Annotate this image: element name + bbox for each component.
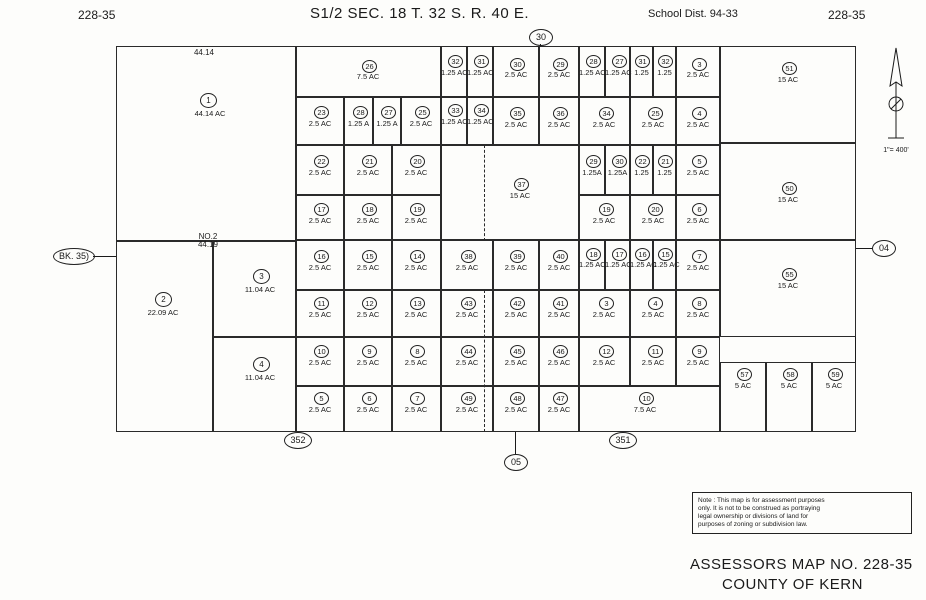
note-line-3: legal ownership or divisions of land for	[698, 513, 809, 520]
parcel-number: 45	[510, 345, 525, 358]
parcel-acreage: 5 AC	[734, 381, 752, 390]
parcel-number: 3	[253, 269, 270, 284]
mid-dimension-label: 44.19	[197, 240, 219, 249]
parcel-acreage: 2.5 AC	[592, 358, 616, 367]
parcel-acreage: 2.5 AC	[455, 358, 479, 367]
section-circle-east[interactable]: 04	[872, 240, 896, 257]
parcel-acreage: 22.09 AC	[147, 308, 179, 317]
parcel-acreage: 2.5 AC	[504, 405, 528, 414]
parcel-number: 18	[586, 248, 601, 261]
parcel-acreage: 5 AC	[780, 381, 798, 390]
parcel-number: 34	[474, 104, 489, 117]
parcel-acreage: 2.5 AC	[308, 310, 332, 319]
parcel-acreage: 11.04 AC	[244, 373, 276, 382]
parcel-acreage: 2.5 AC	[686, 216, 710, 225]
parcel-acreage: 7.5 AC	[633, 405, 657, 414]
parcel-number: 43	[461, 297, 476, 310]
parcel-acreage: 2.5 AC	[686, 120, 710, 129]
parcel-acreage: 1.25 AC	[579, 260, 606, 269]
parcel-number: 16	[314, 250, 329, 263]
parcel-acreage: 2.5 AC	[308, 358, 332, 367]
parcel-acreage: 2.5 AC	[308, 263, 332, 272]
note-line-4: purposes of zoning or subdivision law.	[698, 521, 808, 528]
parcel-acreage: 44.14 AC	[194, 109, 226, 118]
parcel-acreage: 2.5 AC	[547, 70, 571, 79]
parcel-number: 27	[612, 55, 627, 68]
parcel-number: 6	[692, 203, 707, 216]
parcel-number: 29	[553, 58, 568, 71]
parcel-number: 41	[553, 297, 568, 310]
parcel-number: 12	[599, 345, 614, 358]
parcel-acreage: 2.5 AC	[504, 70, 528, 79]
parcel-number: 11	[314, 297, 329, 310]
parcel-acreage: 2.5 AC	[404, 216, 428, 225]
parcel-number: 10	[639, 392, 654, 405]
parcel-number: 12	[362, 297, 377, 310]
parcel-1-area[interactable]	[116, 46, 296, 241]
parcel-number: 58	[783, 368, 798, 381]
parcel-acreage: 2.5 AC	[504, 310, 528, 319]
map-note-box	[692, 492, 912, 534]
parcel-acreage: 2.5 AC	[404, 263, 428, 272]
parcel-number: 17	[314, 203, 329, 216]
parcel-number: 36	[553, 107, 568, 120]
parcel-acreage: 2.5 AC	[308, 405, 332, 414]
parcel-acreage: 1.25	[657, 68, 672, 77]
parcel-acreage: 1.25 AC	[653, 260, 680, 269]
parcel-acreage: 2.5 AC	[592, 120, 616, 129]
parcel-acreage: 2.5 AC	[547, 120, 571, 129]
edge-tick	[515, 432, 516, 454]
parcel-number: 30	[510, 58, 525, 71]
parcel-number: 22	[635, 155, 650, 168]
parcel-number: 21	[362, 155, 377, 168]
parcel-number: 46	[553, 345, 568, 358]
parcel-number: 16	[635, 248, 650, 261]
parcel-number: 3	[692, 58, 707, 71]
parcel-acreage: 1.25 AC	[630, 260, 657, 269]
parcel-number: 20	[648, 203, 663, 216]
parcel-acreage: 2.5 AC	[547, 358, 571, 367]
parcel-acreage: 1.25A	[582, 168, 602, 177]
page-title: S1/2 SEC. 18 T. 32 S. R. 40 E.	[310, 5, 530, 22]
parcel-number: 42	[510, 297, 525, 310]
parcel-acreage: 2.5 AC	[356, 310, 380, 319]
parcel-acreage: 1.25 AC	[441, 117, 468, 126]
parcel-acreage: 1.25	[634, 168, 649, 177]
section-circle-north[interactable]: 30	[529, 29, 553, 46]
parcel-number: 25	[415, 106, 430, 119]
parcel-number: 38	[461, 250, 476, 263]
parcel-acreage: 1.25 AC	[467, 117, 494, 126]
parcel-acreage: 2.5 AC	[356, 263, 380, 272]
parcel-acreage: 1.25 AC	[605, 68, 632, 77]
parcel-number: 37	[514, 178, 529, 191]
scale-label: 1"= 400'	[883, 147, 909, 154]
mid-dim-name: NO.2	[198, 232, 218, 241]
parcel-acreage: 1.25 A	[347, 119, 370, 128]
parcel-number: 31	[635, 55, 650, 68]
parcel-acreage: 2.5 AC	[356, 405, 380, 414]
parcel-number: 21	[658, 155, 673, 168]
parcel-acreage: 1.25 AC	[467, 68, 494, 77]
parcel-number: 9	[362, 345, 377, 358]
parcel-acreage: 2.5 AC	[404, 405, 428, 414]
parcel-cell[interactable]	[720, 46, 856, 143]
parcel-acreage: 2.5 AC	[641, 216, 665, 225]
parcel-number: 14	[410, 250, 425, 263]
parcel-acreage: 7.5 AC	[356, 72, 380, 81]
parcel-number: 4	[253, 357, 270, 372]
parcel-acreage: 1.25 AC	[605, 260, 632, 269]
parcel-acreage: 1.25 AC	[579, 68, 606, 77]
note-line-1: Note : This map is for assessment purposes	[698, 497, 825, 504]
parcel-number: 3	[599, 297, 614, 310]
parcel-acreage: 2.5 AC	[592, 310, 616, 319]
parcel-2-area[interactable]	[116, 241, 213, 432]
parcel-acreage: 2.5 AC	[686, 70, 710, 79]
parcel-number: 48	[510, 392, 525, 405]
north-arrow-icon	[876, 46, 916, 146]
parcel-number: 2	[155, 292, 172, 307]
parcel-acreage: 11.04 AC	[244, 285, 276, 294]
parcel-number: 31	[474, 55, 489, 68]
parcel-acreage: 2.5 AC	[356, 216, 380, 225]
parcel-number: 18	[362, 203, 377, 216]
interior-road-dashed	[484, 290, 485, 432]
parcel-number: 17	[612, 248, 627, 261]
parcel-acreage: 1.25 A	[376, 119, 398, 128]
parcel-number: 32	[448, 55, 463, 68]
parcel-number: 26	[362, 60, 377, 73]
parcel-acreage: 2.5 AC	[641, 358, 665, 367]
parcel-number: 25	[648, 107, 663, 120]
parcel-number: 57	[737, 368, 752, 381]
parcel-number: 15	[658, 248, 673, 261]
parcel-number: 7	[692, 250, 707, 263]
parcel-acreage: 2.5 AC	[409, 119, 433, 128]
book-number-right: 228-35	[828, 8, 866, 22]
parcel-acreage: 15 AC	[777, 281, 799, 290]
edge-tick	[93, 256, 116, 257]
parcel-number: 28	[586, 55, 601, 68]
map-header	[0, 4, 926, 26]
parcel-number: 1	[200, 93, 217, 108]
edge-tick	[856, 248, 872, 249]
parcel-number: 44	[461, 345, 476, 358]
parcel-acreage: 2.5 AC	[455, 310, 479, 319]
parcel-number: 5	[314, 392, 329, 405]
parcel-number: 28	[353, 106, 368, 119]
parcel-number: 29	[586, 155, 601, 168]
parcel-acreage: 2.5 AC	[547, 310, 571, 319]
parcel-acreage: 2.5 AC	[547, 263, 571, 272]
parcel-number: 19	[410, 203, 425, 216]
parcel-acreage: 1.25 AC	[441, 68, 468, 77]
school-district-label: School Dist. 94-33	[648, 8, 738, 20]
parcel-acreage: 2.5 AC	[686, 168, 710, 177]
parcel-number: 59	[828, 368, 843, 381]
parcel-number: 7	[410, 392, 425, 405]
parcel-number: 47	[553, 392, 568, 405]
parcel-acreage: 2.5 AC	[686, 263, 710, 272]
parcel-number: 22	[314, 155, 329, 168]
parcel-number: 27	[381, 106, 396, 119]
parcel-acreage: 2.5 AC	[455, 263, 479, 272]
parcel-number: 9	[692, 345, 707, 358]
parcel-number: 23	[314, 106, 329, 119]
parcel-acreage: 2.5 AC	[356, 168, 380, 177]
parcel-acreage: 2.5 AC	[404, 168, 428, 177]
parcel-acreage: 2.5 AC	[504, 120, 528, 129]
parcel-acreage: 5 AC	[825, 381, 843, 390]
parcel-acreage: 2.5 AC	[686, 310, 710, 319]
parcel-number: 19	[599, 203, 614, 216]
parcel-number: 10	[314, 345, 329, 358]
section-circle-south[interactable]: 05	[504, 454, 528, 471]
road-circle-351[interactable]: 351	[609, 432, 637, 449]
parcel-number: 20	[410, 155, 425, 168]
parcel-number: 40	[553, 250, 568, 263]
parcel-4-area[interactable]	[213, 337, 296, 432]
parcel-number: 11	[648, 345, 663, 358]
parcel-number: 39	[510, 250, 525, 263]
parcel-acreage: 2.5 AC	[504, 263, 528, 272]
parcel-acreage: 2.5 AC	[504, 358, 528, 367]
parcel-number: 8	[692, 297, 707, 310]
parcel-number: 51	[782, 62, 797, 75]
parcel-number: 30	[612, 155, 627, 168]
assessors-map-title: ASSESSORS MAP NO. 228-35	[690, 556, 913, 573]
parcel-acreage: 15 AC	[777, 75, 799, 84]
parcel-number: 35	[510, 107, 525, 120]
county-title: COUNTY OF KERN	[722, 576, 863, 593]
parcel-number: 49	[461, 392, 476, 405]
parcel-acreage: 2.5 AC	[404, 310, 428, 319]
parcel-number: 8	[410, 345, 425, 358]
parcel-number: 55	[782, 268, 797, 281]
parcel-number: 50	[782, 182, 797, 195]
parcel-acreage: 2.5 AC	[641, 310, 665, 319]
parcel-acreage: 2.5 AC	[404, 358, 428, 367]
book-ref-circle-left[interactable]: BK. 35)	[53, 248, 95, 265]
parcel-acreage: 2.5 AC	[356, 358, 380, 367]
parcel-acreage: 2.5 AC	[686, 358, 710, 367]
parcel-number: 33	[448, 104, 463, 117]
road-circle-352[interactable]: 352	[284, 432, 312, 449]
parcel-number: 6	[362, 392, 377, 405]
parcel-number: 5	[692, 155, 707, 168]
north-dimension-label: 44.14	[193, 48, 215, 57]
parcel-number: 4	[692, 107, 707, 120]
interior-road-dashed	[484, 145, 485, 241]
parcel-acreage: 15 AC	[777, 195, 799, 204]
parcel-acreage: 2.5 AC	[308, 119, 332, 128]
edge-tick	[540, 44, 541, 46]
parcel-acreage: 2.5 AC	[308, 168, 332, 177]
parcel-number: 15	[362, 250, 377, 263]
parcel-acreage: 1.25	[657, 168, 672, 177]
parcel-number: 34	[599, 107, 614, 120]
parcel-number: 4	[648, 297, 663, 310]
parcel-number: 32	[658, 55, 673, 68]
book-number-left: 228-35	[78, 8, 116, 22]
parcel-acreage: 2.5 AC	[592, 216, 616, 225]
parcel-acreage: 15 AC	[509, 191, 531, 200]
parcel-acreage: 1.25A	[607, 168, 628, 177]
parcel-acreage: 2.5 AC	[308, 216, 332, 225]
parcel-number: 13	[410, 297, 425, 310]
parcel-acreage: 2.5 AC	[547, 405, 571, 414]
note-line-2: only. It is not to be construed as portraying	[698, 505, 821, 512]
parcel-acreage: 1.25	[634, 68, 649, 77]
parcel-acreage: 2.5 AC	[455, 405, 479, 414]
parcel-acreage: 2.5 AC	[641, 120, 665, 129]
